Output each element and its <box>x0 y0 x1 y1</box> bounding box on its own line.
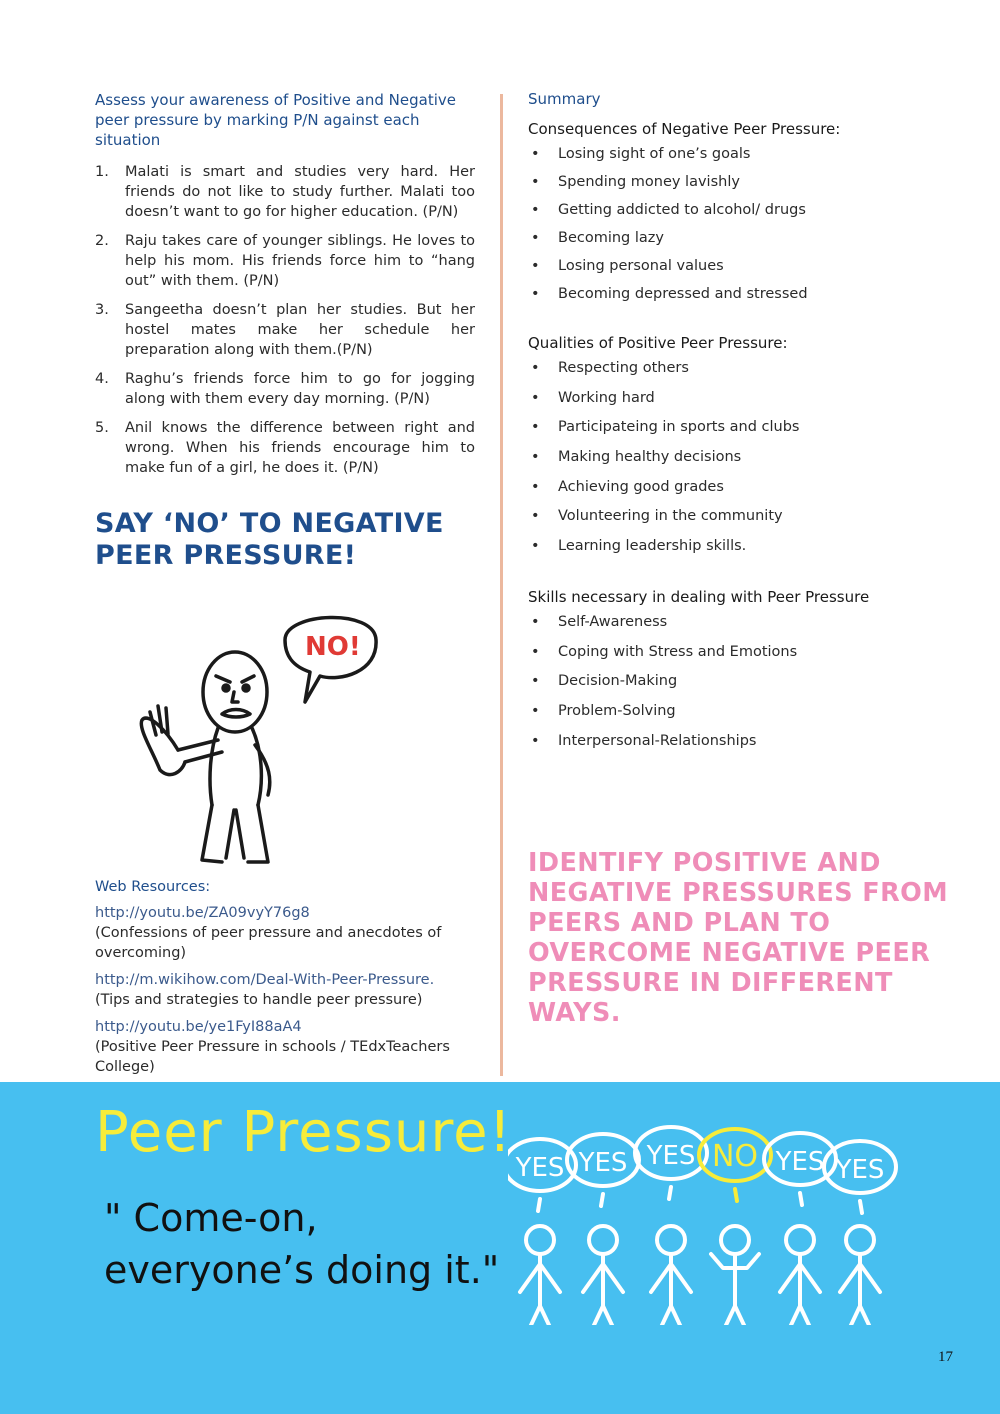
list-item: • Spending money lavishly <box>528 172 908 200</box>
speech-tick <box>860 1201 862 1213</box>
stick-figure-head <box>786 1226 814 1254</box>
bubble-text: YES <box>646 1141 696 1171</box>
stick-figure-head <box>721 1226 749 1254</box>
resource-link[interactable]: http://youtu.be/ye1FyI88aA4 <box>95 1019 302 1035</box>
resource-description: (Tips and strategies to handle peer pressure) <box>95 992 423 1008</box>
list-item: • Participateing in sports and clubs <box>528 417 908 447</box>
item-number: 5. <box>95 420 109 436</box>
skills-heading: Skills necessary in dealing with Peer Pressure <box>528 587 870 606</box>
stick-figure-body <box>711 1254 759 1325</box>
item-number: 4. <box>95 371 109 387</box>
bubble-text: YES <box>775 1147 825 1177</box>
callout-text: IDENTIFY POSITIVE AND NEGATIVE PRESSURES FROM PEERS AND PLAN TO OVERCOME NEGATIVE PEER PRESSURE IN DIFFERENT WAYS. <box>528 848 949 1028</box>
summary-heading: Summary <box>528 90 601 108</box>
list-item <box>95 162 475 222</box>
speech-tick <box>601 1194 603 1206</box>
say-no-heading: SAY ‘NO’ TO NEGATIVE PEER PRESSURE! <box>95 508 444 571</box>
item-number: 3. <box>95 302 109 318</box>
bubble-text: YES <box>515 1153 565 1183</box>
resource-link[interactable]: http://youtu.be/ZA09vyY76g8 <box>95 905 310 921</box>
stick-figure-body <box>651 1254 691 1325</box>
item-text: Anil knows the difference between right and wrong. When his friends encourage him to make fun of a girl, he does it. (P/N) <box>125 420 475 476</box>
assessment-heading: Assess your awareness of Positive and Negative peer pressure by marking P/N against each situation <box>95 91 456 149</box>
resource-description: (Confessions of peer pressure and anecdotes of overcoming) <box>95 925 442 961</box>
list-item: • Learning leadership skills. <box>528 536 908 566</box>
list-item: • Interpersonal-Relationships <box>528 731 908 761</box>
stick-figure-head <box>589 1226 617 1254</box>
resource-link[interactable]: http://m.wikihow.com/Deal-With-Peer-Pressure. <box>95 972 435 988</box>
positive-list <box>528 358 908 566</box>
item-number: 1. <box>95 164 109 180</box>
list-item: • Problem-Solving <box>528 701 908 731</box>
list-item: • Becoming depressed and stressed <box>528 284 908 312</box>
bubble-text: NO <box>711 1139 759 1174</box>
list-item <box>95 369 475 409</box>
item-number: 2. <box>95 233 109 249</box>
list-item: • Coping with Stress and Emotions <box>528 642 908 672</box>
negative-list <box>528 144 908 312</box>
banner-title: Peer Pressure! <box>95 1100 513 1165</box>
item-text: Sangeetha doesn’t plan her studies. But her hostel mates make her schedule her preparation along with them.(P/N) <box>125 302 475 358</box>
item-text: Raghu’s friends force him to go for jogging along with them every day morning. (P/N) <box>125 371 475 407</box>
stick-figure-body <box>583 1254 623 1325</box>
list-item <box>95 231 475 291</box>
left-column <box>95 90 475 572</box>
column-divider <box>500 94 503 1076</box>
right-column <box>528 90 908 760</box>
speech-tick <box>669 1187 671 1199</box>
list-item: • Losing personal values <box>528 256 908 284</box>
web-resources <box>95 877 475 1084</box>
stick-figure-body <box>520 1254 560 1325</box>
page-number: 17 <box>938 1349 953 1365</box>
stick-figure-head <box>526 1226 554 1254</box>
list-item: • Volunteering in the community <box>528 506 908 536</box>
list-item <box>95 418 475 478</box>
bubble-text: YES <box>578 1148 628 1178</box>
list-item <box>95 300 475 360</box>
list-item: • Achieving good grades <box>528 477 908 507</box>
resource-description: (Positive Peer Pressure in schools / TEdxTeachers College) <box>95 1039 450 1075</box>
stick-figure-head <box>846 1226 874 1254</box>
list-item: • Respecting others <box>528 358 908 388</box>
positive-heading: Qualities of Positive Peer Pressure: <box>528 334 788 352</box>
bubble-text: YES <box>835 1155 885 1185</box>
quote-line-1: " Come-on, <box>104 1196 318 1240</box>
yes-no-crowd-illustration <box>508 1105 908 1325</box>
quote-line-2: everyone’s doing it." <box>104 1248 500 1292</box>
speech-tick <box>735 1189 737 1201</box>
list-item: • Making healthy decisions <box>528 447 908 477</box>
stick-figure-body <box>780 1254 820 1325</box>
no-cartoon-illustration <box>130 600 380 875</box>
list-item: • Getting addicted to alcohol/ drugs <box>528 200 908 228</box>
negative-heading: Consequences of Negative Peer Pressure: <box>528 120 841 138</box>
list-item: • Becoming lazy <box>528 228 908 256</box>
list-item: • Losing sight of one’s goals <box>528 144 908 172</box>
item-text: Raju takes care of younger siblings. He loves to help his mom. His friends force him to “hang out” with them. (P/N) <box>125 233 475 289</box>
list-item: • Decision-Making <box>528 671 908 701</box>
stick-figure-head <box>657 1226 685 1254</box>
skills-list <box>528 612 908 760</box>
list-item: • Working hard <box>528 388 908 418</box>
speech-tick <box>538 1199 540 1211</box>
stick-figure-body <box>840 1254 880 1325</box>
situation-list <box>95 162 475 478</box>
speech-bubble-text: NO! <box>305 632 361 662</box>
list-item: • Self-Awareness <box>528 612 908 642</box>
web-resources-title: Web Resources: <box>95 879 211 895</box>
banner-quote <box>104 1192 499 1296</box>
item-text: Malati is smart and studies very hard. Her friends do not like to study further. Malati too doesn’t want to go for higher education. (P/N) <box>125 164 475 220</box>
speech-tick <box>800 1193 802 1205</box>
